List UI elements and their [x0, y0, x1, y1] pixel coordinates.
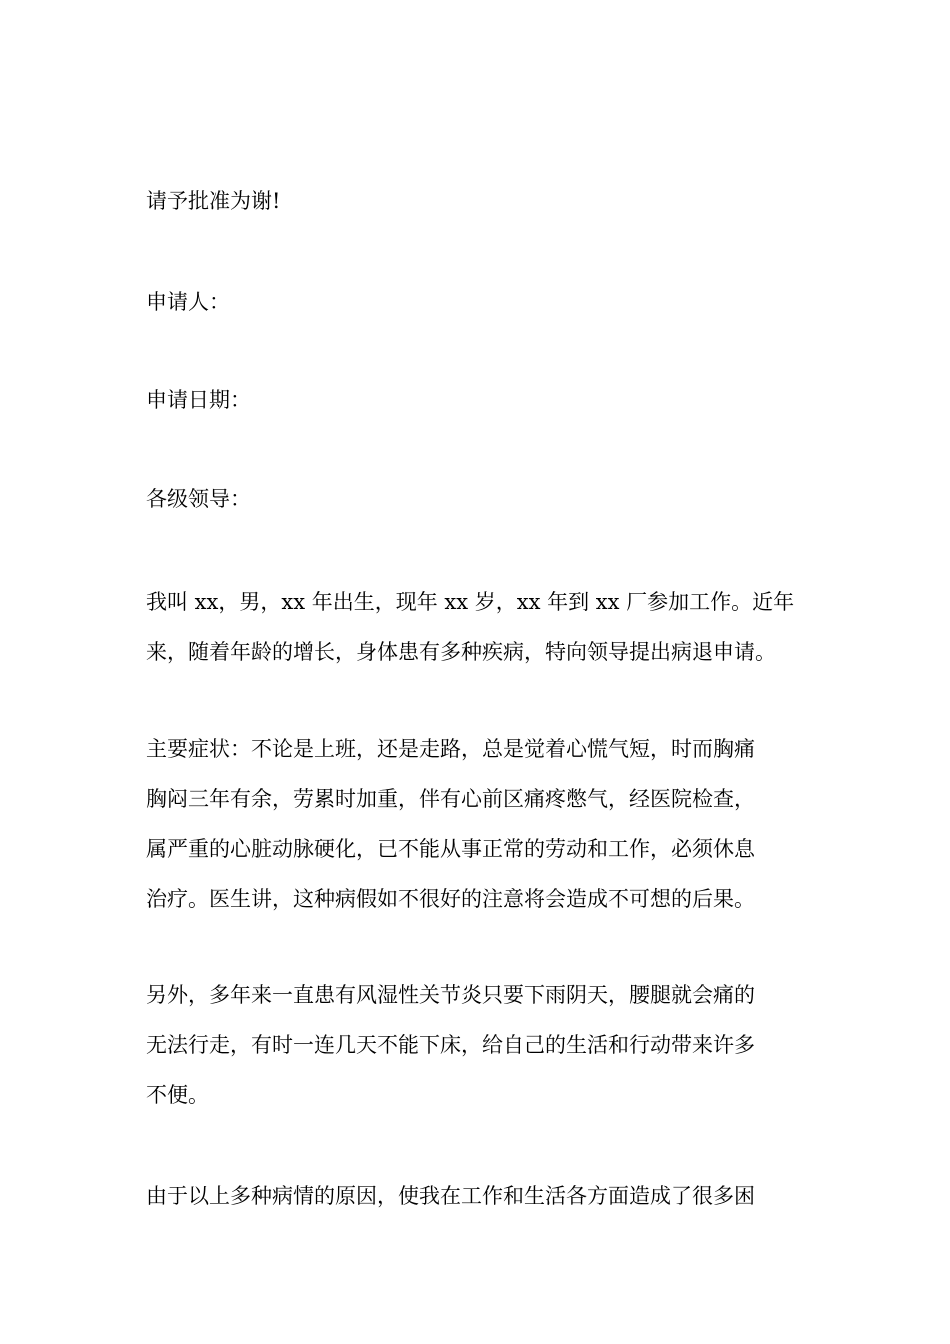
paragraph-line: 来，随着年龄的增长，身体患有多种疾病，特向领导提出病退申请。: [146, 640, 776, 664]
paragraph-line: 无法行走，有时一连几天不能下床，给自己的生活和行动带来许多: [146, 1033, 755, 1057]
paragraph-line: 胸闷三年有余，劳累时加重，伴有心前区痛疼憋气，经医院检查，: [146, 787, 755, 811]
paragraph-line: 不便。: [146, 1083, 209, 1107]
date-line: [146, 375, 806, 425]
reason-paragraph: [146, 1171, 806, 1221]
salutation-text: 各级领导：: [146, 487, 251, 511]
paragraph-line: 主要症状：不论是上班，还是走路，总是觉着心慌气短，时而胸痛: [146, 737, 755, 761]
paragraph-line: 属严重的心脏动脉硬化，已不能从事正常的劳动和工作，必须休息: [146, 837, 755, 861]
date-label: 申请日期：: [146, 388, 251, 412]
paragraph-line: 我叫 xx，男，xx 年出生，现年 xx 岁，xx 年到 xx 厂参加工作。近年: [146, 590, 795, 614]
closing-line: [146, 176, 806, 226]
salutation-line: [146, 474, 806, 524]
other-paragraph: [146, 970, 806, 1120]
paragraph-line: 治疗。医生讲，这种病假如不很好的注意将会造成不可想的后果。: [146, 887, 755, 911]
applicant-label: 申请人：: [146, 290, 230, 314]
intro-paragraph: [146, 577, 806, 677]
applicant-line: [146, 277, 806, 327]
paragraph-line: 由于以上多种病情的原因，使我在工作和生活各方面造成了很多困: [146, 1184, 755, 1208]
paragraph-line: 另外，多年来一直患有风湿性关节炎只要下雨阴天，腰腿就会痛的: [146, 983, 755, 1007]
symptoms-paragraph: [146, 724, 806, 924]
closing-text: 请予批准为谢!: [146, 189, 281, 213]
